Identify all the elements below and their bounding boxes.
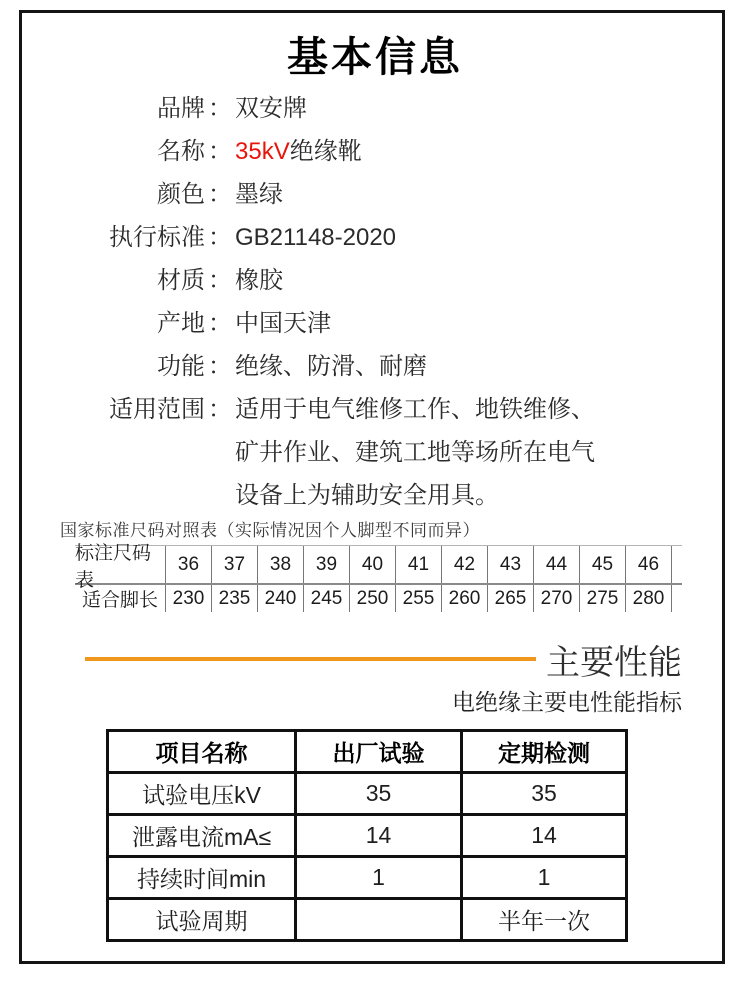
size-cell: 45 [579,546,625,583]
size-cell: 240 [257,585,303,612]
attribute-label: 材质 [157,267,205,294]
size-cell: 270 [533,585,579,612]
size-row-label: 标注尺码表 [75,542,152,591]
perf-cell: 1 [296,857,462,899]
performance-table-row [108,899,627,941]
attribute-label: 功能 [157,353,205,380]
attribute-row-scope [22,388,714,517]
size-cell: 280 [625,585,672,612]
scope-line: 矿井作业、建筑工地等场所在电气 [235,439,595,466]
performance-table-row [108,773,627,815]
size-row-filler [672,546,682,583]
attribute-row-standard [22,216,714,259]
attribute-value: 橡胶 [235,267,283,294]
perf-header-cell: 定期检测 [462,731,627,773]
attribute-colon: ： [208,138,232,165]
accent-divider-line [85,657,536,661]
size-cell: 235 [211,585,257,612]
attribute-label: 适用范围 [109,396,205,423]
attribute-label: 颜色 [157,181,205,208]
perf-header-cell: 出厂试验 [296,731,462,773]
attribute-colon: ： [208,267,232,294]
size-cell: 38 [257,546,303,583]
attribute-value [235,388,714,517]
scope-line: 适用于电气维修工作、地铁维修、 [235,396,595,423]
performance-table-header-row [108,731,627,773]
perf-cell [296,899,462,941]
attribute-colon: ： [208,95,232,122]
attribute-list [22,87,714,517]
attribute-row-origin [22,302,714,345]
size-cell: 41 [395,546,441,583]
performance-table-row [108,815,627,857]
attribute-value: 绝缘、防滑、耐磨 [235,353,427,380]
attribute-value-rest: 绝缘靴 [289,138,362,165]
size-chart-row-sizes [75,542,682,591]
scope-line: 设备上为辅助安全用具。 [235,482,499,509]
page-title: 基本信息 [287,34,463,80]
size-cell: 255 [395,585,441,612]
size-chart-row-foot-length [75,583,682,612]
perf-cell: 半年一次 [462,899,627,941]
attribute-colon: ： [208,181,232,208]
size-cell: 44 [533,546,579,583]
attribute-label: 产地 [157,310,205,337]
size-chart-note: 国家标准尺码对照表（实际情况因个人脚型不同而异） [60,521,480,540]
attribute-colon: ： [208,224,232,251]
attribute-row-material [22,259,714,302]
attribute-label: 名称 [157,138,205,165]
attribute-value: 中国天津 [235,310,331,337]
size-cell: 245 [303,585,349,612]
size-chart-table [75,542,682,612]
performance-table [106,729,628,942]
attribute-row-brand [22,87,714,130]
attribute-value: GB21148-2020 [235,224,397,251]
perf-header-cell: 项目名称 [108,731,296,773]
perf-cell: 泄露电流mA≤ [108,815,296,857]
size-cell: 39 [303,546,349,583]
attribute-label: 品牌 [157,95,205,122]
size-row-filler [672,585,682,612]
size-cell: 230 [165,585,211,612]
perf-cell: 14 [296,815,462,857]
size-row-label: 适合脚长 [81,590,158,611]
size-cell: 40 [349,546,395,583]
perf-cell: 持续时间min [108,857,296,899]
attribute-row-color [22,173,714,216]
size-cell: 250 [349,585,395,612]
attribute-colon: ： [208,396,232,423]
attribute-value: 墨绿 [235,181,283,208]
size-cell: 43 [487,546,533,583]
voltage-highlight: 35kV [235,138,290,165]
size-cell: 260 [441,585,487,612]
performance-table-row [108,857,627,899]
attribute-value [235,130,714,173]
size-cell: 275 [579,585,625,612]
size-cell: 46 [625,546,672,583]
attribute-row-function [22,345,714,388]
size-cell: 265 [487,585,533,612]
size-cell: 37 [211,546,257,583]
attribute-colon: ： [208,353,232,380]
perf-cell: 试验周期 [108,899,296,941]
performance-section-title: 主要性能 [546,643,682,682]
attribute-row-name [22,130,714,173]
perf-cell: 试验电压kV [108,773,296,815]
size-cell: 42 [441,546,487,583]
performance-subtitle: 电绝缘主要电性能指标 [452,689,682,715]
attribute-colon: ： [208,310,232,337]
attribute-label: 执行标准 [109,224,205,251]
perf-cell: 35 [296,773,462,815]
attribute-value: 双安牌 [235,95,307,122]
size-cell: 36 [165,546,211,583]
perf-cell: 14 [462,815,627,857]
perf-cell: 1 [462,857,627,899]
performance-section-header [85,637,682,681]
perf-cell: 35 [462,773,627,815]
